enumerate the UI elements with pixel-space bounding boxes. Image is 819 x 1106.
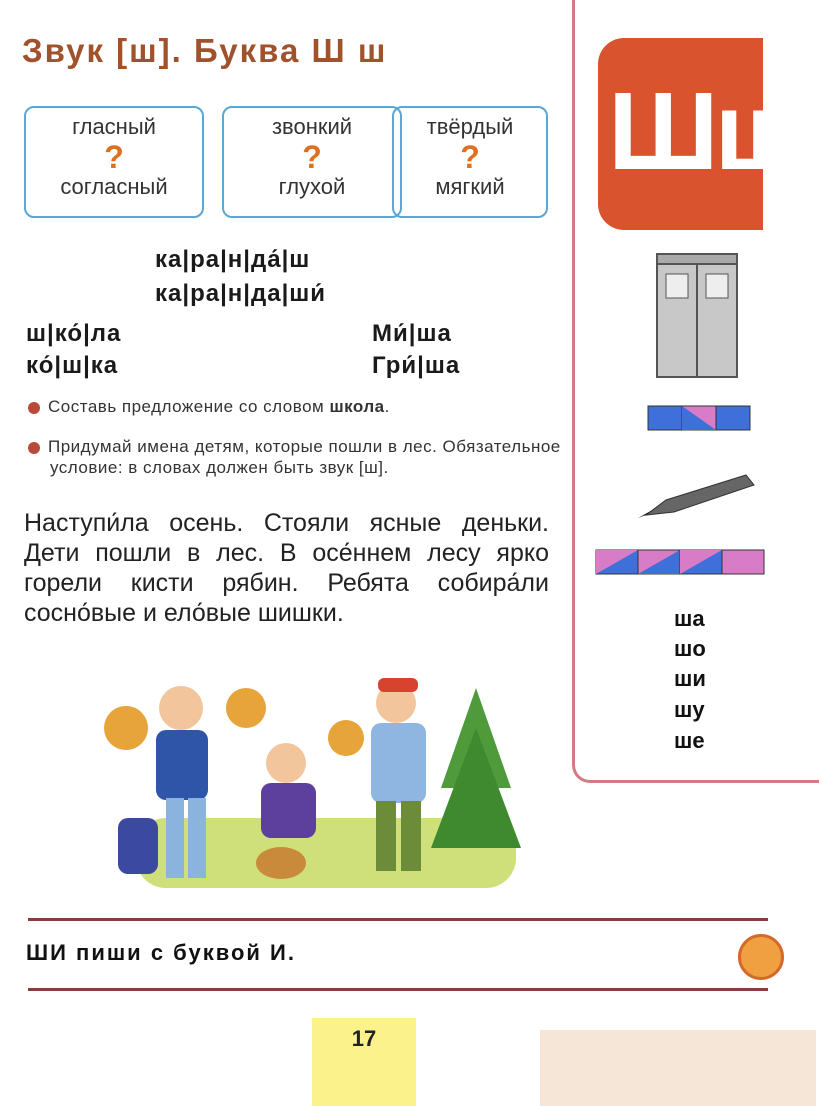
wardrobe-icon xyxy=(652,252,742,382)
decorative-corner xyxy=(540,1030,816,1106)
spelling-rule: ШИ пиши с буквой И. xyxy=(26,940,296,965)
bullet-icon xyxy=(28,442,40,454)
letter-card xyxy=(598,38,803,230)
sound-scheme-word-shkaf xyxy=(648,404,750,434)
vowel-consonant-box xyxy=(24,106,204,218)
box-label-bottom: согласный xyxy=(60,174,168,199)
task-text: Придумай имена детям, которые пошли в лес. Обязательное условие: в словах должен быть звук [ш]. xyxy=(48,437,561,477)
box-label-bottom: мягкий xyxy=(435,174,505,199)
syllable-shu: шу xyxy=(674,697,705,722)
task-text: Составь предложение со словом xyxy=(48,397,330,416)
box-label-top: твёрдый xyxy=(426,114,514,139)
children-in-forest-illustration xyxy=(96,668,536,898)
voiced-voiceless-box xyxy=(222,106,402,218)
syllable-shi: ши xyxy=(674,666,706,691)
box-label-top: гласный xyxy=(72,114,156,139)
letter-sh: Шш xyxy=(608,70,803,193)
question-mark: ? xyxy=(104,139,124,175)
pencil-icon xyxy=(636,470,756,520)
sound-scheme-word-karandash xyxy=(596,548,764,578)
page-number: 17 xyxy=(312,1018,416,1106)
bullet-icon xyxy=(28,402,40,414)
box-label-top: звонкий xyxy=(271,114,353,139)
word-shkola: ш|ко́|ла xyxy=(26,320,122,347)
task-keyword: школа xyxy=(329,397,385,416)
box-label-bottom: глухой xyxy=(278,174,346,199)
syllable-sho: шо xyxy=(674,636,706,661)
question-mark: ? xyxy=(460,139,480,175)
task-1: Составь предложение со словом школа. xyxy=(28,396,558,417)
divider-bottom xyxy=(28,988,768,991)
word-karandash: ка|ра|н|да́|ш xyxy=(155,246,311,273)
syllable-sha: ша xyxy=(674,606,705,631)
question-mark: ? xyxy=(302,139,322,175)
word-karandashi: ка|ра|н|да|ши́ xyxy=(155,280,327,307)
word-koshka: ко́|ш|ка xyxy=(26,352,119,379)
word-grisha: Гри́|ша xyxy=(372,352,461,379)
syllable-she: ше xyxy=(674,728,705,753)
page-title: Звук [ш]. Буква Ш ш xyxy=(22,32,388,69)
story-text: Наступи́ла осень. Стояли ясные деньки. Дети пошли в лес. В осе́ннем лесу ярко горели кисти рябин. Ребята собира́ли сосно́вые и ело́вые шишки. xyxy=(24,509,549,627)
owl-icon xyxy=(738,934,784,980)
divider-top xyxy=(28,918,768,921)
word-misha: Ми́|ша xyxy=(372,320,452,347)
task-2 xyxy=(28,436,570,478)
hard-soft-box xyxy=(392,106,548,218)
